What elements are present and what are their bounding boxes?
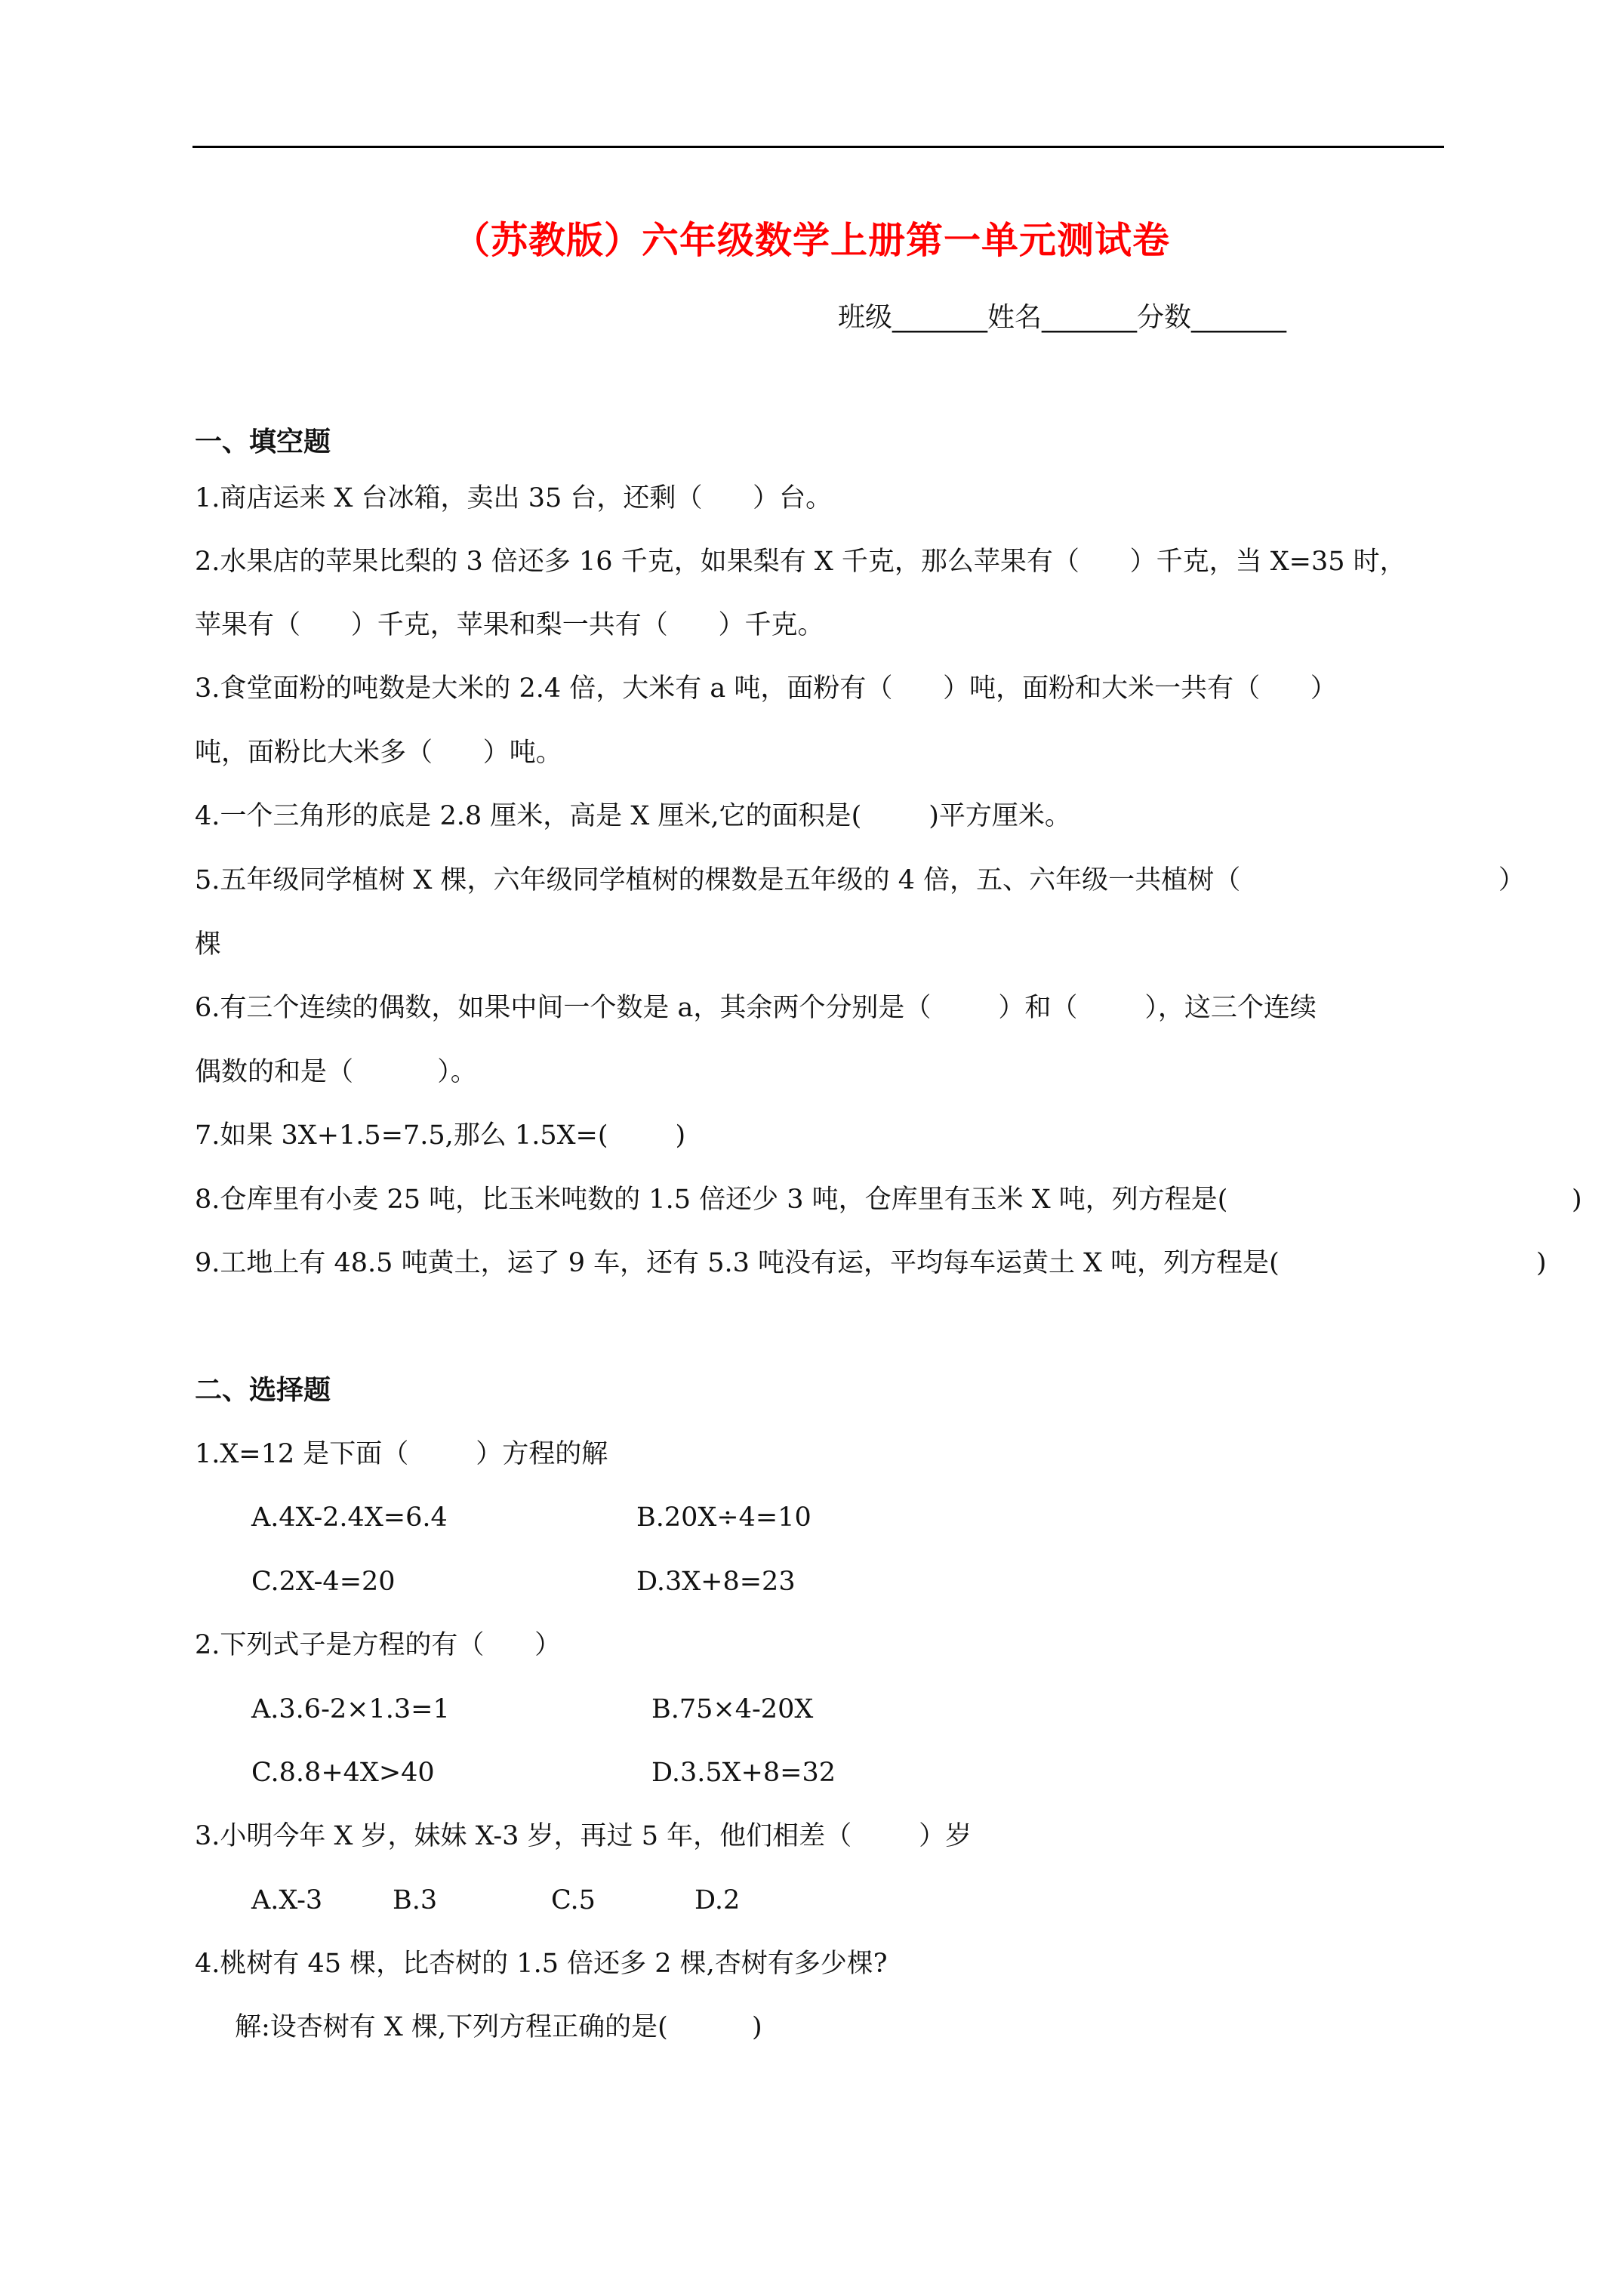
question-line: 2.水果店的苹果比梨的 3 倍还多 16 千克，如果梨有 X 千克，那么苹果有（ ）千克，当 X=35 时，: [195, 547, 1406, 577]
closing-paren: ）: [1498, 865, 1526, 895]
option-b: B.75×4-20X: [651, 1694, 814, 1724]
question-line: 6.有三个连续的偶数，如果中间一个数是 a，其余两个分别是（ ）和（ ），这三个连续: [195, 993, 1317, 1023]
question-line: 8.仓库里有小麦 25 吨，比玉米吨数的 1.5 倍还少 3 吨，仓库里有玉米 X 吨，列方程是(: [195, 1185, 1228, 1215]
question-line: 7.如果 3X+1.5=7.5,那么 1.5X=( ): [195, 1120, 686, 1151]
option-b: B.3: [393, 1885, 438, 1915]
closing-paren: ): [1572, 1185, 1582, 1215]
option-d: D.3X+8=23: [636, 1567, 796, 1597]
question-line: 吨，面粉比大米多（ ）吨。: [195, 738, 562, 768]
question-line: 1.商店运来 X 台冰箱，卖出 35 台，还剩（ ）台。: [195, 483, 833, 513]
question-line: 偶数的和是（ ）。: [195, 1057, 477, 1087]
option-a: A.4X-2.4X=6.4: [251, 1502, 448, 1533]
option-c: C.8.8+4X>40: [251, 1758, 435, 1788]
header-rule: [192, 146, 1444, 148]
choice-question-stem: 3.小明今年 X 岁，妹妹 X-3 岁，再过 5 年，他们相差（ ）岁: [195, 1821, 972, 1851]
option-b: B.20X÷4=10: [636, 1502, 812, 1533]
option-c: C.2X-4=20: [251, 1567, 396, 1597]
student-info-line: 班级_______姓名_______分数_______: [838, 302, 1287, 333]
option-a: A.X-3: [251, 1885, 323, 1915]
solution-prompt: 解:设杏树有 X 棵,下列方程正确的是( ): [235, 2012, 762, 2042]
option-d: D.2: [694, 1885, 741, 1915]
exam-title: （苏教版）六年级数学上册第一单元测试卷: [452, 219, 1170, 262]
question-line: 5.五年级同学植树 X 棵，六年级同学植树的棵数是五年级的 4 倍，五、六年级一共植树（: [195, 865, 1241, 895]
choice-question-stem: 4.桃树有 45 棵，比杏树的 1.5 倍还多 2 棵,杏树有多少棵?: [195, 1949, 888, 1979]
choice-question-stem: 2.下列式子是方程的有（ ）: [195, 1630, 562, 1660]
question-line: 棵: [195, 929, 222, 960]
question-line: 苹果有（ ）千克，苹果和梨一共有（ ）千克。: [195, 610, 824, 640]
section-heading-choice: 二、选择题: [195, 1375, 331, 1406]
question-line: 3.食堂面粉的吨数是大米的 2.4 倍，大米有 a 吨，面粉有（ ）吨，面粉和大米一共有（ ）: [195, 673, 1337, 704]
option-c: C.5: [551, 1885, 596, 1915]
question-line: 4.一个三角形的底是 2.8 厘米，高是 X 厘米,它的面积是( )平方厘米。: [195, 801, 1071, 831]
option-a: A.3.6-2×1.3=1: [251, 1694, 450, 1724]
section-heading-fill-blank: 一、填空题: [195, 427, 331, 458]
choice-question-stem: 1.X=12 是下面（ ）方程的解: [195, 1439, 608, 1469]
closing-paren: ): [1536, 1248, 1547, 1278]
option-d: D.3.5X+8=32: [651, 1758, 836, 1788]
question-line: 9.工地上有 48.5 吨黄土，运了 9 车，还有 5.3 吨没有运，平均每车运黄土 X 吨，列方程是(: [195, 1248, 1280, 1278]
